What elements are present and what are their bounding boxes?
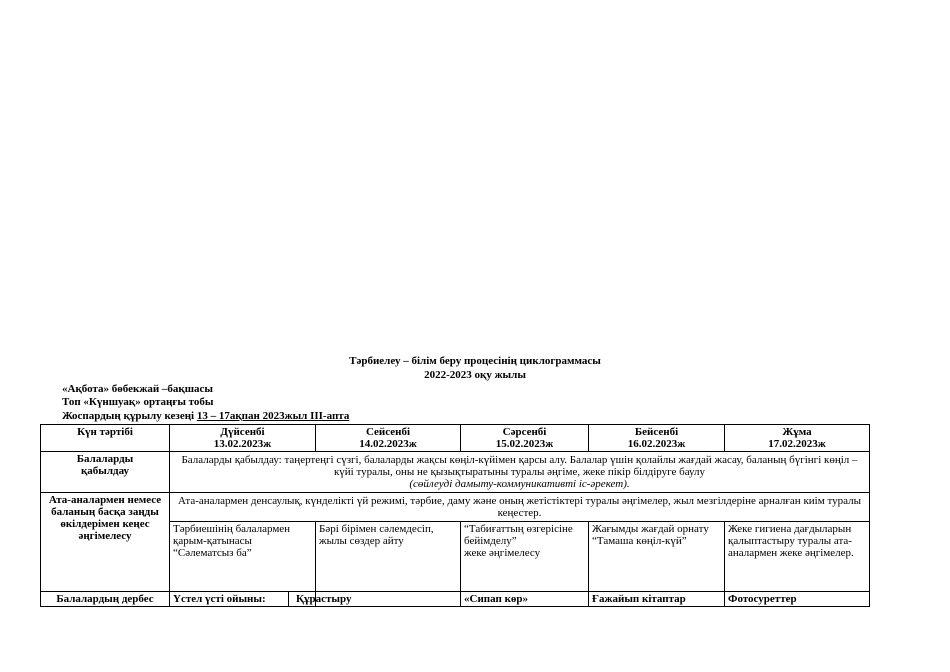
header-wednesday: Сәрсенбі 15.02.2023ж bbox=[461, 425, 589, 452]
planning-period bbox=[62, 410, 349, 423]
table-row-independent bbox=[41, 592, 870, 607]
parents-wednesday: “Табиғаттың өзгерісіне бейімделу” жеке әңгімелесу bbox=[461, 522, 589, 592]
reception-note: (сөйлеуді дамыту-коммуникативті іс-әрекет). bbox=[409, 478, 630, 490]
planning-period-value: 13 – 17ақпан 2023жыл ІІІ-апта bbox=[196, 410, 350, 422]
table-header-row bbox=[41, 425, 870, 452]
independent-thursday: Ғажайып кітаптар bbox=[589, 592, 725, 607]
independent-label: Балалардың дербес bbox=[41, 592, 170, 607]
independent-friday: Фотосуреттер bbox=[725, 592, 870, 607]
header-tuesday: Сейсенбі 14.02.2023ж bbox=[316, 425, 461, 452]
parents-monday: Тәрбиешінің балалармен қарым-қатынасы “Сәлематсыз ба” bbox=[170, 522, 316, 592]
independent-tuesday bbox=[296, 592, 461, 607]
header-friday: Жұма 17.02.2023ж bbox=[725, 425, 870, 452]
cyclogram-table bbox=[40, 424, 870, 607]
parents-friday: Жеке гигиена дағдыларын қалыптастыру туралы ата-аналармен жеке әңгімелер. bbox=[725, 522, 870, 592]
header-thursday: Бейсенбі 16.02.2023ж bbox=[589, 425, 725, 452]
group-name: Топ «Күншуақ» ортаңғы тобы bbox=[62, 396, 214, 408]
planning-period-label: Жоспардың құрылу кезеңі bbox=[62, 410, 197, 422]
independent-construct: Құрастыру bbox=[296, 593, 352, 605]
parents-tuesday: Бәрі бірімен сәлемдесіп, жылы сөздер айту bbox=[316, 522, 461, 592]
independent-wednesday: «Сипап көр» bbox=[461, 592, 589, 607]
independent-monday-game: Үстел үсті ойыны: bbox=[170, 592, 289, 606]
header-monday: Дүйсенбі 13.02.2023ж bbox=[170, 425, 316, 452]
document-title: Тәрбиелеу – білім беру процесінің циклограммасы bbox=[349, 355, 601, 367]
parents-thursday: Жағымды жағдай орнату “Тамаша көңіл-күй” bbox=[589, 522, 725, 592]
kindergarten-name: «Ақбота» бөбекжай –бақшасы bbox=[62, 383, 214, 395]
table-row-reception bbox=[41, 452, 870, 493]
reception-label: Балаларды қабылдау bbox=[41, 452, 170, 493]
independent-monday bbox=[170, 592, 316, 607]
table-row-parents-general bbox=[41, 493, 870, 522]
reception-description: Балаларды қабылдау: таңертеңгі сүзгі, балаларды жақсы көңіл-күйімен қарсы алу. Балалар үшін қолайлы жағдай жасау, баланың бүгінгі көңіл – күйі туралы, оны не қызықтыратыны туралы әңгіме, жеке пікір білдіруге баулу (сөйлеуді дамыту-коммуникативті іс-әрекет). bbox=[170, 452, 870, 493]
academic-year: 2022-2023 оқу жылы bbox=[424, 369, 526, 381]
parents-general-text: Ата-аналармен денсаулық, күнделікті үй режимі, тәрбие, даму және оның жетістіктері туралы әңгімелер, жыл мезгілдеріне арналған киім туралы кеңестер. bbox=[170, 493, 870, 522]
header-daily-routine: Күн тәртібі bbox=[41, 425, 170, 452]
parents-label: Ата-аналармен немесе баланың басқа заңды өкілдерімен кеңес әңгімелесу bbox=[41, 493, 170, 592]
